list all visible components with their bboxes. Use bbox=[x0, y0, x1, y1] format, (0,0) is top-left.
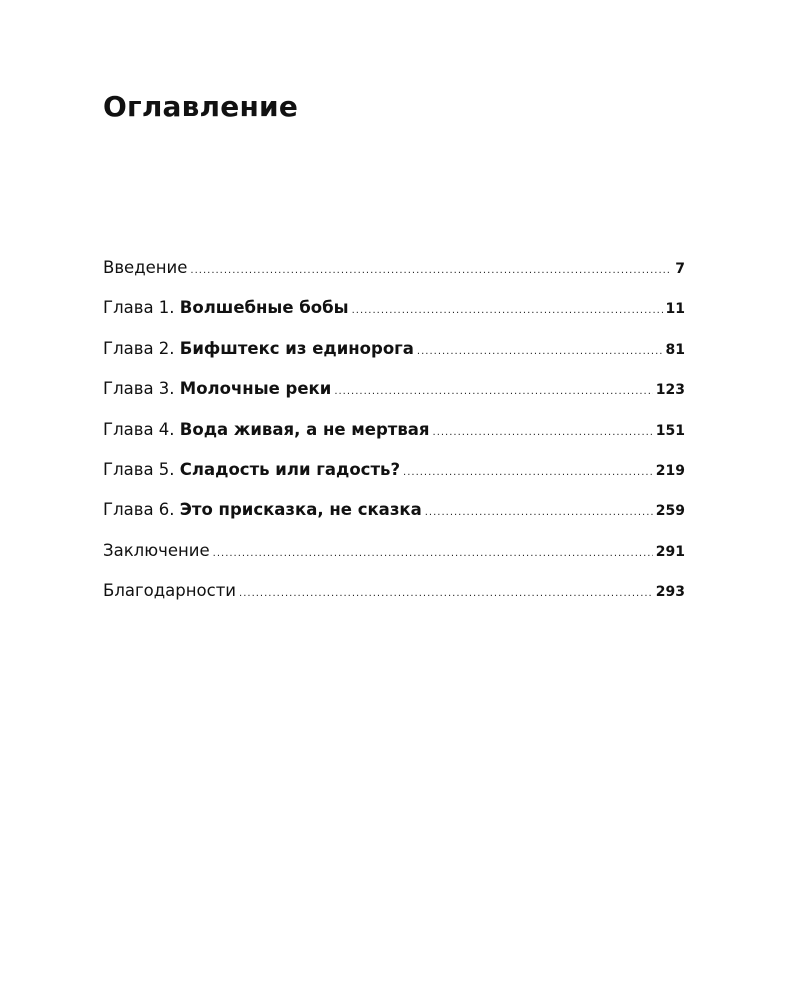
toc-entry-chapter-4 bbox=[103, 420, 685, 460]
toc-page-number: 293 bbox=[655, 584, 685, 601]
toc-entry-prefix: Глава 4. bbox=[103, 419, 180, 439]
toc-entry-chapter-2 bbox=[103, 339, 685, 379]
toc-entry-acknowledgements bbox=[103, 581, 685, 621]
toc-entry-introduction bbox=[103, 258, 685, 298]
toc-entry-title: Бифштекс из единорога bbox=[179, 338, 414, 358]
toc-entry-prefix: Глава 1. bbox=[103, 298, 180, 318]
toc-page-number: 291 bbox=[655, 543, 685, 560]
toc-dot-leader bbox=[213, 548, 653, 559]
toc-dot-leader bbox=[352, 305, 663, 316]
toc-entry-prefix: Заключение bbox=[103, 540, 210, 560]
toc-entry-label bbox=[103, 339, 414, 358]
toc-page-number: 219 bbox=[655, 462, 685, 479]
toc-entry-title: Вода живая, а не мертвая bbox=[179, 419, 430, 439]
toc-entry-chapter-3 bbox=[103, 379, 685, 419]
toc-entry-label bbox=[103, 541, 210, 560]
toc-entry-prefix: Введение bbox=[103, 258, 188, 277]
toc-page-number: 123 bbox=[655, 382, 685, 399]
toc-entry-label bbox=[103, 500, 422, 519]
toc-entry-prefix: Глава 6. bbox=[103, 500, 180, 520]
toc-page-number: 151 bbox=[655, 422, 685, 439]
toc-dot-leader bbox=[403, 467, 653, 478]
table-of-contents bbox=[103, 258, 685, 622]
toc-page-number: 11 bbox=[665, 301, 685, 318]
toc-dot-leader bbox=[190, 265, 672, 276]
toc-entry-label bbox=[103, 298, 349, 317]
toc-entry-chapter-1 bbox=[103, 298, 685, 338]
toc-page-number: 259 bbox=[655, 503, 685, 520]
toc-entry-prefix: Глава 2. bbox=[103, 338, 180, 358]
toc-entry-prefix: Глава 3. bbox=[103, 379, 180, 399]
toc-dot-leader bbox=[433, 427, 653, 438]
toc-entry-title: Это присказка, не сказка bbox=[179, 500, 422, 520]
page-title: Оглавление bbox=[103, 90, 299, 123]
toc-page-number: 81 bbox=[665, 341, 685, 358]
toc-entry-label bbox=[103, 420, 430, 439]
toc-entry-conclusion bbox=[103, 541, 685, 581]
toc-page-number: 7 bbox=[675, 261, 685, 277]
toc-entry-chapter-6 bbox=[103, 500, 685, 540]
toc-entry-prefix: Благодарности bbox=[103, 581, 237, 601]
toc-entry-title: Молочные реки bbox=[179, 379, 332, 399]
toc-entry-label bbox=[103, 581, 236, 600]
toc-entry-label bbox=[103, 379, 331, 398]
toc-entry-prefix: Глава 5. bbox=[103, 459, 180, 479]
toc-dot-leader bbox=[334, 386, 652, 397]
toc-entry-label bbox=[103, 460, 400, 479]
toc-entry-title: Волшебные бобы bbox=[179, 298, 349, 318]
toc-entry-title: Сладость или гадость? bbox=[179, 459, 401, 479]
toc-entry-chapter-5 bbox=[103, 460, 685, 500]
toc-dot-leader bbox=[239, 588, 653, 599]
toc-dot-leader bbox=[425, 507, 653, 518]
toc-dot-leader bbox=[417, 346, 663, 357]
toc-entry-label bbox=[103, 258, 187, 277]
